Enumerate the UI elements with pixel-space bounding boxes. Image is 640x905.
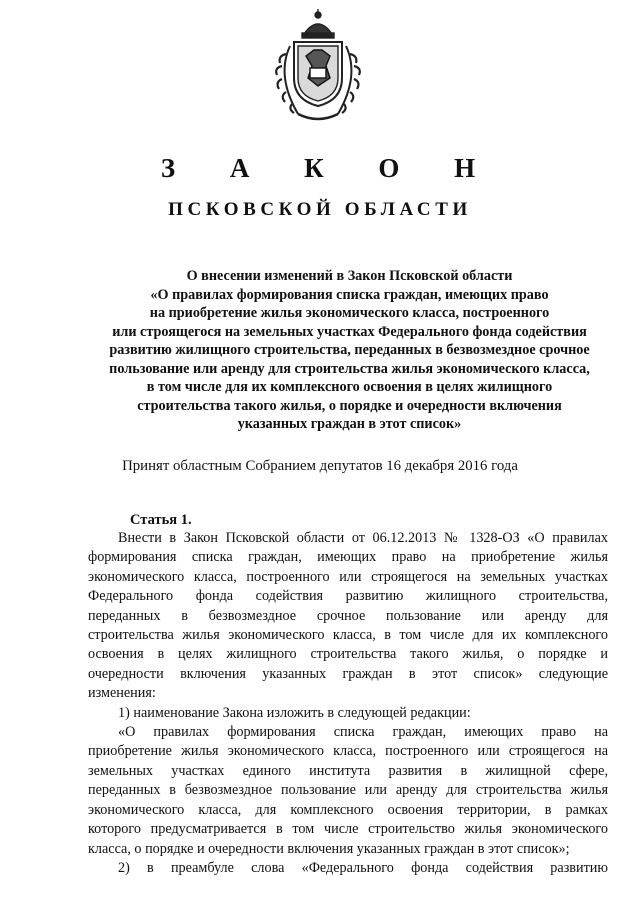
coat-of-arms-emblem: [268, 6, 368, 128]
heading-line: О внесении изменений в Закон Псковской области: [186, 268, 513, 284]
article-body: [88, 529, 608, 878]
heading-line: или строящегося на земельных участках Федерального фонда содействия: [112, 323, 587, 340]
article-label: Статья 1.: [130, 512, 192, 528]
body-line: строительства жилья экономического класса, в том числе для их комплексного: [88, 627, 608, 644]
body-line: переданных в безвозмездное срочное пользование или аренду для: [88, 607, 608, 624]
body-line: Внести в Закон Псковской области от 06.12.2013 № 1328-ОЗ «О правилах: [118, 530, 608, 546]
heading-line: указанных граждан в этот список»: [237, 416, 462, 433]
body-line: освоения в целях жилищного строительства такого жилья, о порядке и: [88, 646, 608, 663]
body-line: которого предусматривается в том числе строительство жилья экономического: [88, 821, 608, 838]
document-subtitle: ПСКОВСКОЙ ОБЛАСТИ: [168, 199, 472, 220]
heading-line: строительства такого жилья, о порядке и очередности включения: [137, 397, 562, 414]
body-line: экономического класса, построенного или строящегося на земельных участках: [88, 568, 608, 585]
body-line: «О правилах формирования списка граждан, имеющих право на: [118, 724, 608, 741]
body-line: формирования списка граждан, имеющих право на приобретение жилья: [88, 549, 608, 566]
body-line: переданных в безвозмездное пользование или аренду для строительства жилья: [88, 782, 608, 799]
document-title: З А К О Н: [160, 153, 500, 183]
heading-line: пользование или аренду для строительства жилья экономического класса,: [109, 360, 590, 377]
body-line: очередности включения указанных граждан в этот список» следующие: [88, 665, 608, 682]
body-line: 1) наименование Закона изложить в следующей редакции:: [118, 704, 471, 721]
adoption-note: Принят областным Собранием депутатов 16 декабря 2016 года: [122, 458, 518, 474]
body-line: 2) в преамбуле слова «Федерального фонда содействия развитию: [118, 859, 608, 876]
heading-line: на приобретение жилья экономического класса, построенного: [149, 305, 550, 322]
body-line: Федерального фонда содействия развитию жилищного строительства,: [88, 588, 608, 605]
body-line: экономического класса, для комплексного освоения территории, в рамках: [88, 801, 608, 818]
heading-line: в том числе для их комплексного освоения в целях жилищного: [146, 379, 553, 396]
body-line: изменения:: [88, 685, 156, 702]
heading-line: развитию жилищного строительства, переданных в безвозмездное срочное: [109, 342, 590, 359]
body-line: земельных участках единого института развития в жилищной сфере,: [88, 762, 608, 779]
body-line: класса, о порядке и очередности включения указанных граждан в этот список»;: [88, 840, 570, 857]
law-heading: [82, 267, 617, 434]
body-line: приобретение жилья экономического класса, построенного или строящегося на: [88, 743, 608, 760]
heading-line: «О правилах формирования списка граждан, имеющих право: [150, 286, 549, 303]
